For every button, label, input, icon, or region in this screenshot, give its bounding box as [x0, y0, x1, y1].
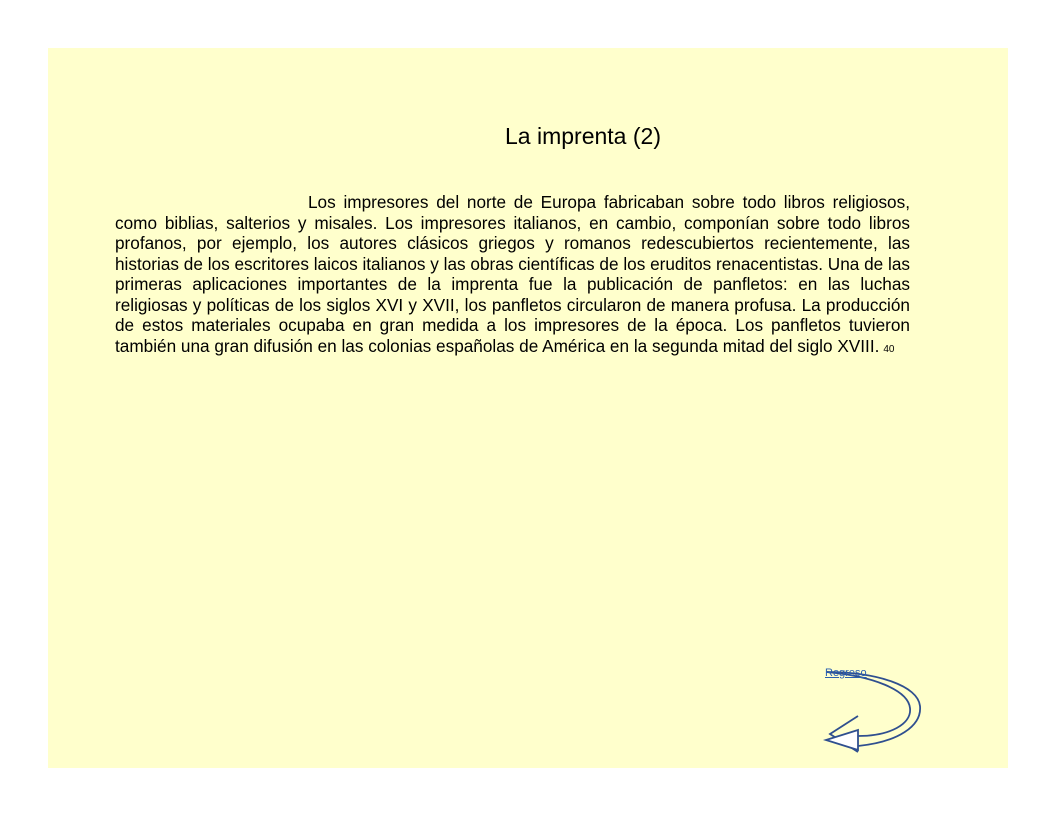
reference-number: 40: [883, 343, 895, 355]
paragraph-text: Los impresores del norte de Europa fabricaban sobre todo libros religiosos, como biblias, salterios y misales. Los impresores italianos, en cambio, componían sobre todo libros profanos, por ejemplo, los autores clásicos griegos y romanos redescubiertos recientemente, las historias de los escritores laicos italianos y las obras científicas de los eruditos renacentistas. Una de las primeras aplicaciones importantes de la imprenta fue la publicación de panfletos: en las luchas religiosas y políticas de los siglos XVI y XVII, los panfletos circularon de manera profusa. La producción de estos materiales ocupaba en gran medida a los impresores de la época. Los panfletos tuvieron también una gran difusión en las colonias españolas de América en la segunda mitad del siglo XVIII.: [115, 192, 910, 356]
slide-title: La imprenta (2): [505, 123, 661, 149]
return-link[interactable]: Regreso: [825, 667, 867, 679]
slide: [48, 48, 1008, 768]
return-arrow-icon[interactable]: [818, 666, 928, 756]
body-paragraph: [115, 192, 910, 360]
